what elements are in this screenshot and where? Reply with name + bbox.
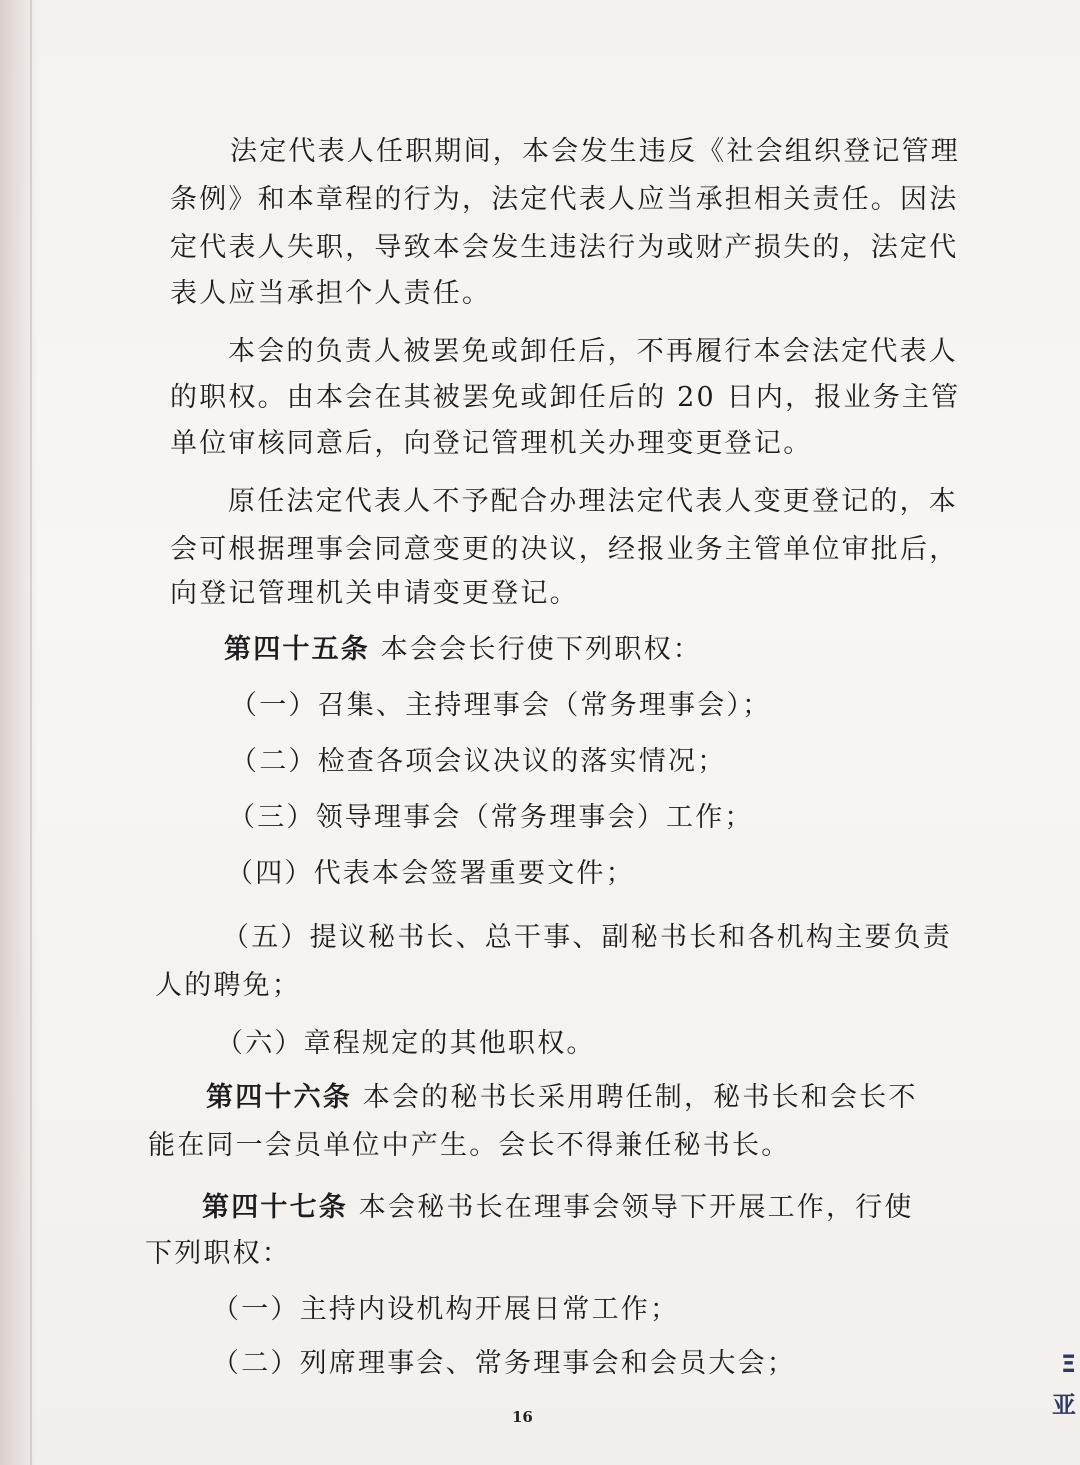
- para1-line-1: 法定代表人任职期间，本会发生违反《社会组织登记管理: [230, 136, 960, 167]
- page-number: 16: [512, 1408, 533, 1426]
- article45-item-5-cont: 人的聘免；: [155, 970, 301, 1001]
- para2-line-3: 单位审核同意后，向登记管理机关办理变更登记。: [170, 428, 813, 459]
- para3-line-2: 会可根据理事会同意变更的决议，经报业务主管单位审批后，: [170, 534, 959, 565]
- para2-line-1: 本会的负责人被罢免或卸任后，不再履行本会法定代表人: [228, 336, 958, 367]
- para3-line-3: 向登记管理机关申请变更登记。: [170, 578, 579, 609]
- edge-mark-1: Ξ: [1060, 1350, 1076, 1378]
- article45-item-1: （一）召集、主持理事会（常务理事会）；: [230, 690, 772, 721]
- article45-item-2: （二）检查各项会议决议的落实情况；: [230, 746, 727, 777]
- article46-title: 第四十六条: [206, 1082, 352, 1113]
- para3-line-1: 原任法定代表人不予配合办理法定代表人变更登记的，本: [228, 486, 958, 517]
- para2-line-2: 的职权。由本会在其被罢免或卸任后的 20 日内，报业务主管: [170, 382, 961, 413]
- article46-line-2: 能在同一会员单位中产生。会长不得兼任秘书长。: [148, 1130, 791, 1161]
- para1-line-2: 条例》和本章程的行为，法定代表人应当承担相关责任。因法: [170, 184, 959, 215]
- article45-item-4: （四）代表本会签署重要文件；: [226, 858, 635, 889]
- article45-item-5: （五）提议秘书长、总干事、副秘书长和各机构主要负责: [222, 922, 952, 953]
- article45-heading: [224, 626, 702, 673]
- article46-text: 本会的秘书长采用聘任制，秘书长和会长不: [352, 1082, 918, 1113]
- page-left-shadow: [0, 0, 38, 1465]
- article47-item-1: （一）主持内设机构开展日常工作；: [212, 1294, 680, 1325]
- article47-line-2: 下列职权：: [145, 1238, 291, 1269]
- article45-text: 本会会长行使下列职权：: [370, 634, 702, 665]
- article45-item-3: （三）领导理事会（常务理事会）工作；: [228, 802, 754, 833]
- article45-title: 第四十五条: [224, 634, 370, 665]
- article47-item-2: （二）列席理事会、常务理事会和会员大会；: [212, 1348, 796, 1379]
- binding-line: [30, 0, 32, 1465]
- para1-line-4: 表人应当承担个人责任。: [170, 278, 492, 309]
- article47-text: 本会秘书长在理事会领导下开展工作，行使: [348, 1192, 914, 1223]
- article47-heading: [202, 1184, 914, 1231]
- edge-mark-2: 亚: [1052, 1391, 1076, 1419]
- article47-title: 第四十七条: [202, 1192, 348, 1223]
- para1-line-3: 定代表人失职，导致本会发生违法行为或财产损失的，法定代: [170, 232, 959, 263]
- article46-heading: [206, 1074, 918, 1121]
- article45-item-6: （六）章程规定的其他职权。: [216, 1028, 596, 1059]
